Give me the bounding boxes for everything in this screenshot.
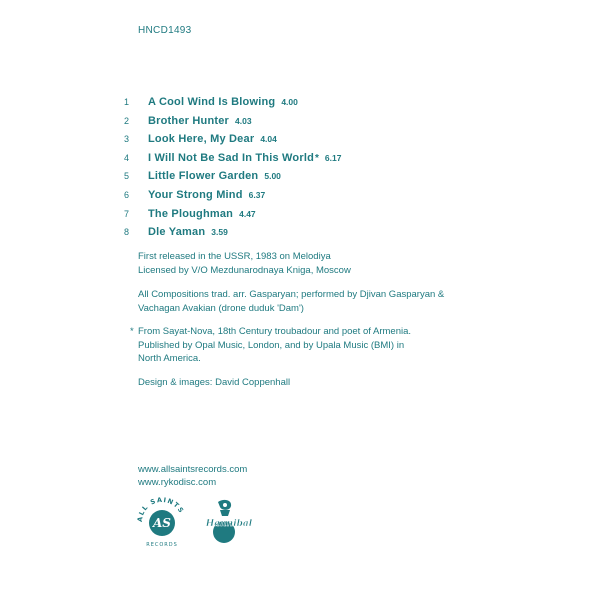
track-title: Brother Hunter: [148, 114, 230, 127]
track-number: 3: [124, 134, 130, 145]
all-saints-logo: [136, 496, 186, 548]
track-duration: 4.00: [281, 97, 298, 107]
track-title: Look Here, My Dear: [148, 133, 255, 146]
track-title: Little Flower Garden: [148, 170, 259, 183]
track-number: 5: [124, 171, 130, 182]
design-line: Design & images: David Coppenhall: [138, 377, 291, 388]
design-credit: [138, 376, 478, 390]
track-title: The Ploughman: [148, 207, 234, 220]
track-duration: 6.17: [324, 152, 342, 163]
track-title: Your Strong Mind: [148, 188, 243, 201]
track-number: 8: [124, 227, 130, 238]
track-duration: 4.03: [235, 115, 252, 126]
track-row: [124, 96, 341, 115]
footnote-line: North America.: [138, 353, 201, 364]
website-links: [138, 463, 247, 489]
track-duration: 5.00: [264, 171, 281, 182]
tracklist: [124, 96, 341, 245]
track-duration: 6.37: [248, 189, 266, 200]
track-title: A Cool Wind Is Blowing: [148, 96, 276, 108]
license-line: Licensed by V/O Mezdunarodnaya Kniga, Moscow: [138, 264, 351, 276]
release-line: First released in the USSR, 1983 on Melodiya: [138, 251, 331, 262]
catalog-number: HNCD1493: [138, 25, 192, 36]
track-number: 4: [124, 152, 130, 163]
all-saints-arc-text: ALL SAINTS: [136, 496, 186, 523]
footnote: [130, 325, 478, 366]
footnote-line: Published by Opal Music, London, and by Upala Music (BMI) in: [138, 339, 405, 351]
track-row: [124, 133, 341, 152]
track-row: [124, 170, 341, 189]
track-row: [124, 208, 341, 227]
label-logos: [136, 496, 256, 548]
track-duration: 3.59: [211, 227, 228, 238]
footnote-asterisk: *: [130, 326, 134, 337]
track-row: [124, 226, 341, 245]
track-number: 7: [124, 208, 130, 219]
track-number: 1: [124, 97, 130, 107]
all-saints-initials: AS: [153, 516, 171, 530]
track-row: [124, 115, 341, 134]
credits-line: Vachagan Avakian (drone duduk 'Dam'): [138, 302, 304, 314]
credits-line: All Compositions trad. arr. Gasparyan; performed by Djivan Gasparyan &: [138, 289, 445, 300]
track-row: [124, 152, 341, 171]
release-info: [138, 250, 478, 277]
track-title: I Will Not Be Sad In This World: [148, 151, 315, 164]
track-row: [124, 189, 341, 208]
footnote-marker: *: [315, 152, 319, 164]
track-number: 2: [124, 115, 130, 126]
hannibal-logo: [205, 500, 253, 543]
credits-info: [138, 288, 478, 315]
all-saints-records-text: RECORDS: [146, 542, 178, 548]
track-duration: 4.04: [260, 134, 277, 145]
hannibal-wordmark: Hannibal: [205, 519, 253, 529]
track-number: 6: [124, 189, 130, 200]
footnote-line: From Sayat-Nova, 18th Century troubadour and poet of Armenia.: [138, 326, 412, 337]
track-title: Dle Yaman: [148, 226, 206, 239]
allsaints-link[interactable]: www.allsaintsrecords.com: [138, 464, 248, 475]
track-duration: 4.47: [239, 208, 256, 219]
rykodisc-link[interactable]: www.rykodisc.com: [138, 477, 217, 488]
